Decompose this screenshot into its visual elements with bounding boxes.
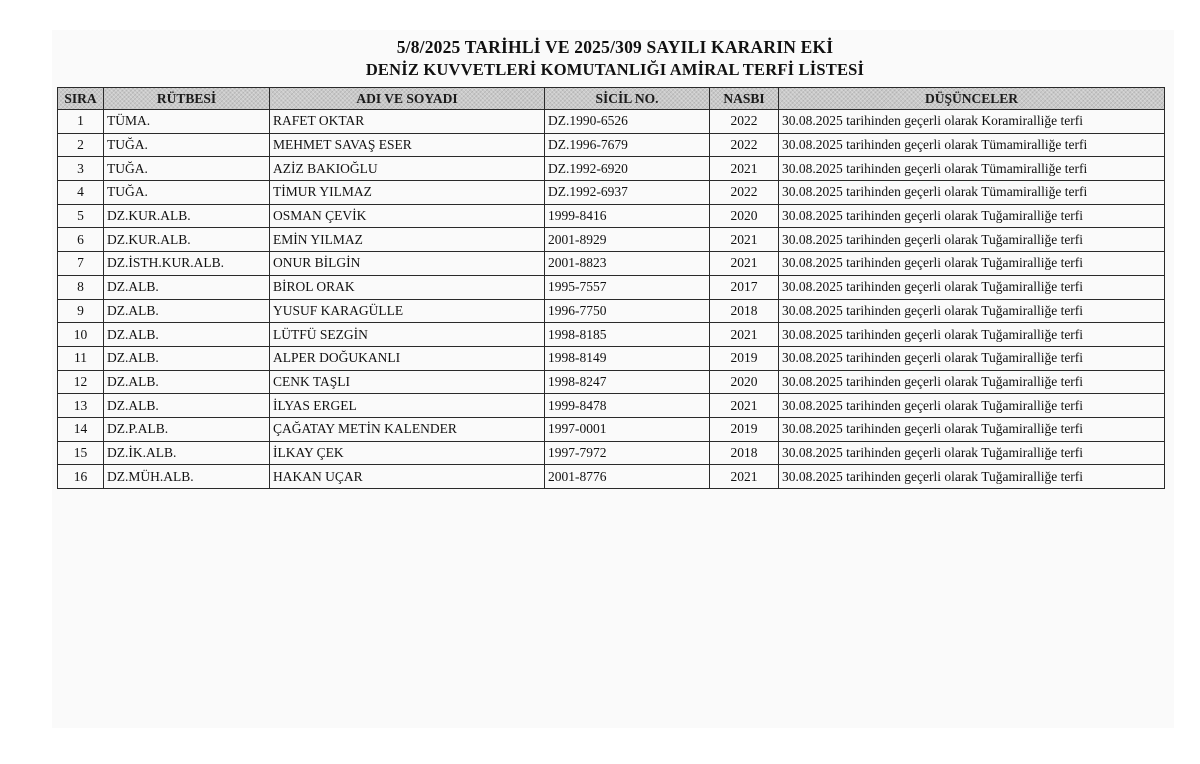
note-cell: 30.08.2025 tarihinden geçerli olarak Tuğamiralliğe terfi bbox=[779, 323, 1165, 347]
rutbe-cell: DZ.ALB. bbox=[104, 346, 270, 370]
nasbi-cell: 2019 bbox=[710, 417, 779, 441]
nasbi-cell: 2020 bbox=[710, 370, 779, 394]
note-cell: 30.08.2025 tarihinden geçerli olarak Tuğamiralliğe terfi bbox=[779, 394, 1165, 418]
note-cell: 30.08.2025 tarihinden geçerli olarak Koramiralliğe terfi bbox=[779, 110, 1165, 134]
rutbe-cell: DZ.ALB. bbox=[104, 299, 270, 323]
header-dusunceler: DÜŞÜNCELER bbox=[779, 88, 1165, 110]
sira-cell: 15 bbox=[58, 441, 104, 465]
rutbe-cell: TUĞA. bbox=[104, 133, 270, 157]
table-row bbox=[58, 299, 1165, 323]
note-cell: 30.08.2025 tarihinden geçerli olarak Tümamiralliğe terfi bbox=[779, 157, 1165, 181]
sira-cell: 14 bbox=[58, 417, 104, 441]
sicil-cell: 1997-7972 bbox=[545, 441, 710, 465]
nasbi-cell: 2021 bbox=[710, 394, 779, 418]
sira-cell: 11 bbox=[58, 346, 104, 370]
table-row bbox=[58, 252, 1165, 276]
note-cell: 30.08.2025 tarihinden geçerli olarak Tuğamiralliğe terfi bbox=[779, 370, 1165, 394]
header-sira: SIRA bbox=[58, 88, 104, 110]
note-cell: 30.08.2025 tarihinden geçerli olarak Tuğamiralliğe terfi bbox=[779, 417, 1165, 441]
sira-cell: 6 bbox=[58, 228, 104, 252]
table-row bbox=[58, 181, 1165, 205]
note-cell: 30.08.2025 tarihinden geçerli olarak Tuğamiralliğe terfi bbox=[779, 441, 1165, 465]
nasbi-cell: 2020 bbox=[710, 204, 779, 228]
sicil-cell: 1999-8416 bbox=[545, 204, 710, 228]
note-cell: 30.08.2025 tarihinden geçerli olarak Tuğamiralliğe terfi bbox=[779, 275, 1165, 299]
table-row bbox=[58, 110, 1165, 134]
sira-cell: 12 bbox=[58, 370, 104, 394]
rutbe-cell: TUĞA. bbox=[104, 181, 270, 205]
sicil-cell: 1997-0001 bbox=[545, 417, 710, 441]
name-cell: RAFET OKTAR bbox=[270, 110, 545, 134]
rutbe-cell: DZ.ALB. bbox=[104, 370, 270, 394]
sicil-cell: DZ.1996-7679 bbox=[545, 133, 710, 157]
name-cell: OSMAN ÇEVİK bbox=[270, 204, 545, 228]
sicil-cell: 1998-8149 bbox=[545, 346, 710, 370]
nasbi-cell: 2021 bbox=[710, 252, 779, 276]
nasbi-cell: 2022 bbox=[710, 133, 779, 157]
document-title: 5/8/2025 TARİHLİ VE 2025/309 SAYILI KARARIN EKİ bbox=[396, 37, 834, 57]
name-cell: LÜTFÜ SEZGİN bbox=[270, 323, 545, 347]
header-row bbox=[58, 88, 1165, 110]
name-cell: MEHMET SAVAŞ ESER bbox=[270, 133, 545, 157]
sicil-cell: 2001-8823 bbox=[545, 252, 710, 276]
table-row bbox=[58, 157, 1165, 181]
nasbi-cell: 2017 bbox=[710, 275, 779, 299]
rutbe-cell: TÜMA. bbox=[104, 110, 270, 134]
nasbi-cell: 2019 bbox=[710, 346, 779, 370]
sira-cell: 9 bbox=[58, 299, 104, 323]
rutbe-cell: DZ.P.ALB. bbox=[104, 417, 270, 441]
table-row bbox=[58, 441, 1165, 465]
nasbi-cell: 2021 bbox=[710, 465, 779, 489]
name-cell: HAKAN UÇAR bbox=[270, 465, 545, 489]
sicil-cell: DZ.1992-6937 bbox=[545, 181, 710, 205]
nasbi-cell: 2021 bbox=[710, 323, 779, 347]
nasbi-cell: 2022 bbox=[710, 181, 779, 205]
nasbi-cell: 2021 bbox=[710, 228, 779, 252]
sicil-cell: 1998-8247 bbox=[545, 370, 710, 394]
rutbe-cell: DZ.İK.ALB. bbox=[104, 441, 270, 465]
sicil-cell: 1996-7750 bbox=[545, 299, 710, 323]
name-cell: CENK TAŞLI bbox=[270, 370, 545, 394]
header-sicil-no: SİCİL NO. bbox=[545, 88, 710, 110]
table-row bbox=[58, 417, 1165, 441]
table-row bbox=[58, 228, 1165, 252]
header-rutbesi: RÜTBESİ bbox=[104, 88, 270, 110]
name-cell: EMİN YILMAZ bbox=[270, 228, 545, 252]
note-cell: 30.08.2025 tarihinden geçerli olarak Tuğamiralliğe terfi bbox=[779, 252, 1165, 276]
note-cell: 30.08.2025 tarihinden geçerli olarak Tuğamiralliğe terfi bbox=[779, 299, 1165, 323]
rutbe-cell: DZ.ALB. bbox=[104, 323, 270, 347]
sicil-cell: DZ.1990-6526 bbox=[545, 110, 710, 134]
nasbi-cell: 2021 bbox=[710, 157, 779, 181]
sira-cell: 10 bbox=[58, 323, 104, 347]
sicil-cell: 2001-8776 bbox=[545, 465, 710, 489]
sira-cell: 3 bbox=[58, 157, 104, 181]
table-row bbox=[58, 323, 1165, 347]
table-row bbox=[58, 204, 1165, 228]
sira-cell: 8 bbox=[58, 275, 104, 299]
nasbi-cell: 2018 bbox=[710, 441, 779, 465]
rutbe-cell: DZ.İSTH.KUR.ALB. bbox=[104, 252, 270, 276]
note-cell: 30.08.2025 tarihinden geçerli olarak Tuğamiralliğe terfi bbox=[779, 228, 1165, 252]
document-subtitle: DENİZ KUVVETLERİ KOMUTANLIĞI AMİRAL TERFİ LİSTESİ bbox=[365, 60, 865, 79]
rutbe-cell: DZ.KUR.ALB. bbox=[104, 228, 270, 252]
sicil-cell: 2001-8929 bbox=[545, 228, 710, 252]
sira-cell: 4 bbox=[58, 181, 104, 205]
sicil-cell: 1999-8478 bbox=[545, 394, 710, 418]
rutbe-cell: DZ.ALB. bbox=[104, 394, 270, 418]
table-row bbox=[58, 133, 1165, 157]
table-row bbox=[58, 275, 1165, 299]
note-cell: 30.08.2025 tarihinden geçerli olarak Tuğamiralliğe terfi bbox=[779, 204, 1165, 228]
sira-cell: 16 bbox=[58, 465, 104, 489]
header-nasbi: NASBI bbox=[710, 88, 779, 110]
rutbe-cell: DZ.ALB. bbox=[104, 275, 270, 299]
name-cell: ÇAĞATAY METİN KALENDER bbox=[270, 417, 545, 441]
note-cell: 30.08.2025 tarihinden geçerli olarak Tümamiralliğe terfi bbox=[779, 133, 1165, 157]
sira-cell: 2 bbox=[58, 133, 104, 157]
rutbe-cell: TUĞA. bbox=[104, 157, 270, 181]
sira-cell: 5 bbox=[58, 204, 104, 228]
note-cell: 30.08.2025 tarihinden geçerli olarak Tuğamiralliğe terfi bbox=[779, 346, 1165, 370]
name-cell: ALPER DOĞUKANLI bbox=[270, 346, 545, 370]
note-cell: 30.08.2025 tarihinden geçerli olarak Tümamiralliğe terfi bbox=[779, 181, 1165, 205]
name-cell: AZİZ BAKIOĞLU bbox=[270, 157, 545, 181]
note-cell: 30.08.2025 tarihinden geçerli olarak Tuğamiralliğe terfi bbox=[779, 465, 1165, 489]
name-cell: BİROL ORAK bbox=[270, 275, 545, 299]
table-row bbox=[58, 346, 1165, 370]
sira-cell: 1 bbox=[58, 110, 104, 134]
sicil-cell: 1998-8185 bbox=[545, 323, 710, 347]
header-adi-soyadi: ADI VE SOYADI bbox=[270, 88, 545, 110]
name-cell: TİMUR YILMAZ bbox=[270, 181, 545, 205]
nasbi-cell: 2022 bbox=[710, 110, 779, 134]
table-body bbox=[58, 110, 1165, 489]
table-row bbox=[58, 465, 1165, 489]
name-cell: ONUR BİLGİN bbox=[270, 252, 545, 276]
rutbe-cell: DZ.MÜH.ALB. bbox=[104, 465, 270, 489]
nasbi-cell: 2018 bbox=[710, 299, 779, 323]
sicil-cell: 1995-7557 bbox=[545, 275, 710, 299]
name-cell: İLYAS ERGEL bbox=[270, 394, 545, 418]
table-row bbox=[58, 394, 1165, 418]
sira-cell: 7 bbox=[58, 252, 104, 276]
sira-cell: 13 bbox=[58, 394, 104, 418]
name-cell: İLKAY ÇEK bbox=[270, 441, 545, 465]
rutbe-cell: DZ.KUR.ALB. bbox=[104, 204, 270, 228]
table-header bbox=[58, 88, 1165, 110]
promotion-table bbox=[57, 87, 1165, 489]
name-cell: YUSUF KARAGÜLLE bbox=[270, 299, 545, 323]
table-row bbox=[58, 370, 1165, 394]
sicil-cell: DZ.1992-6920 bbox=[545, 157, 710, 181]
